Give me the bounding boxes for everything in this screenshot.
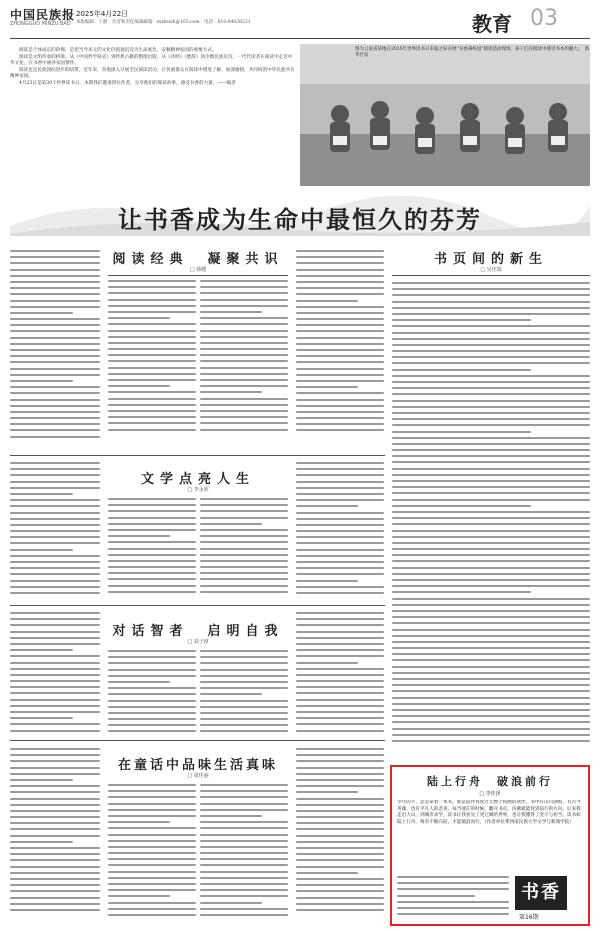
title-rule (108, 275, 288, 276)
article-title: 阅读经典 凝聚共识 (112, 252, 284, 267)
featured-article-byline: □ 李佳泽 (479, 791, 501, 797)
article-byline: □ 韩健 (189, 267, 207, 273)
intro-paragraph: 阅读也是民族团结进步的纽带。近年来，各地深入开展全民阅读活动，让各族群众在阅读中增进了解、加深感情，共同构筑中华民族共有精神家园。 (10, 67, 295, 80)
article-byline: □ 吴佳瑞 (480, 267, 502, 273)
intro-text (10, 48, 295, 88)
article-column (10, 250, 100, 442)
article-column (392, 282, 590, 746)
main-headline: 让书香成为生命中最恒久的芬芳 (118, 205, 482, 234)
article-column (108, 498, 196, 597)
masthead-sub: ZHONGGUO MINZU BAO (10, 21, 71, 27)
article-column (10, 612, 100, 736)
photo-caption: 图为云南省某地在2025年世界读书日来临之际开展“书香满校园”阅读活动现场，孩子们在阅读中感受书本的魅力。 新华社发 (355, 47, 590, 58)
article-title: 对话智者 启明自我 (112, 624, 284, 639)
page-number: 03 (530, 6, 558, 31)
intro-paragraph: 4月23日是第30个世界读书日。本期我们邀请四位作者，分享他们的阅读故事，感受书香的力量。——编者 (19, 80, 236, 86)
section-divider (10, 740, 385, 741)
reading-photo (300, 44, 590, 186)
title-rule (392, 275, 590, 276)
photo-illustration (300, 44, 590, 186)
article-column (108, 784, 196, 920)
article-title: 书页间的新生 (433, 252, 548, 267)
section-title: 教育 (472, 12, 512, 36)
masthead: 中国民族报 (10, 8, 76, 22)
article-column (200, 784, 288, 920)
article-column (296, 612, 384, 736)
issue-number: 第16期 (519, 914, 539, 921)
article-byline: □ 李永欣 (187, 487, 209, 493)
intro-paragraph: 阅读是个体成长的阶梯，是把当今多元的文化价值观沉淀为生命底色、安顿精神家园的重要方式。 (19, 48, 217, 53)
intro-paragraph: 阅读是文明传承的桥梁。从《中国哲学简史》到经典古籍的整理出版，从《诗经》《楚辞》到少数民族史诗，一代代读者在阅读中走近中华文化，在书香中涵养家国情怀。 (10, 54, 293, 67)
article-column (296, 250, 384, 436)
header-rule (10, 38, 590, 39)
issue-date: 2025年4月22日 (76, 10, 129, 18)
article-column (108, 280, 196, 435)
article-column (200, 280, 288, 435)
article-column (10, 748, 100, 915)
article-column (10, 462, 100, 598)
article-title: 在童话中品味生活真味 (117, 758, 278, 773)
article-column (296, 462, 384, 598)
book-fragrance-stamp: 书香 (515, 876, 567, 910)
featured-article-title: 陆上行舟 破浪前行 (427, 775, 553, 788)
section-divider (10, 605, 385, 606)
article-column (200, 650, 288, 737)
article-byline: □ 刘子淳 (187, 639, 209, 645)
article-column (200, 498, 288, 597)
article-column (108, 650, 196, 737)
article-title: 文学点亮人生 (140, 472, 255, 487)
section-divider (10, 455, 385, 456)
article-column (296, 748, 384, 915)
featured-article-column (397, 876, 509, 919)
header-info: 本版编辑：宁静 作者和责任编辑邮箱：mzbswh@163.com 电话：010-84038221 (76, 20, 251, 25)
featured-article-body: 少年的手，总是拿着一本书，那是陪伴我度过无数个夜晚的伙伴。书中有山川湖海，有古今英雄，也有平凡人的悲喜。每当迷茫的时候，翻开书页，仿佛就能找到前行的方向。后来我走出大山，到城市求学，读书让我看见了更辽阔的世界，也让我懂得了坚守与担当。读书如陆上行舟，唯有不断向前，才能破浪而行。（作者单位系西南民族大学文学与新闻学院） (397, 800, 581, 825)
article-byline: □ 周佳丽 (187, 773, 209, 779)
